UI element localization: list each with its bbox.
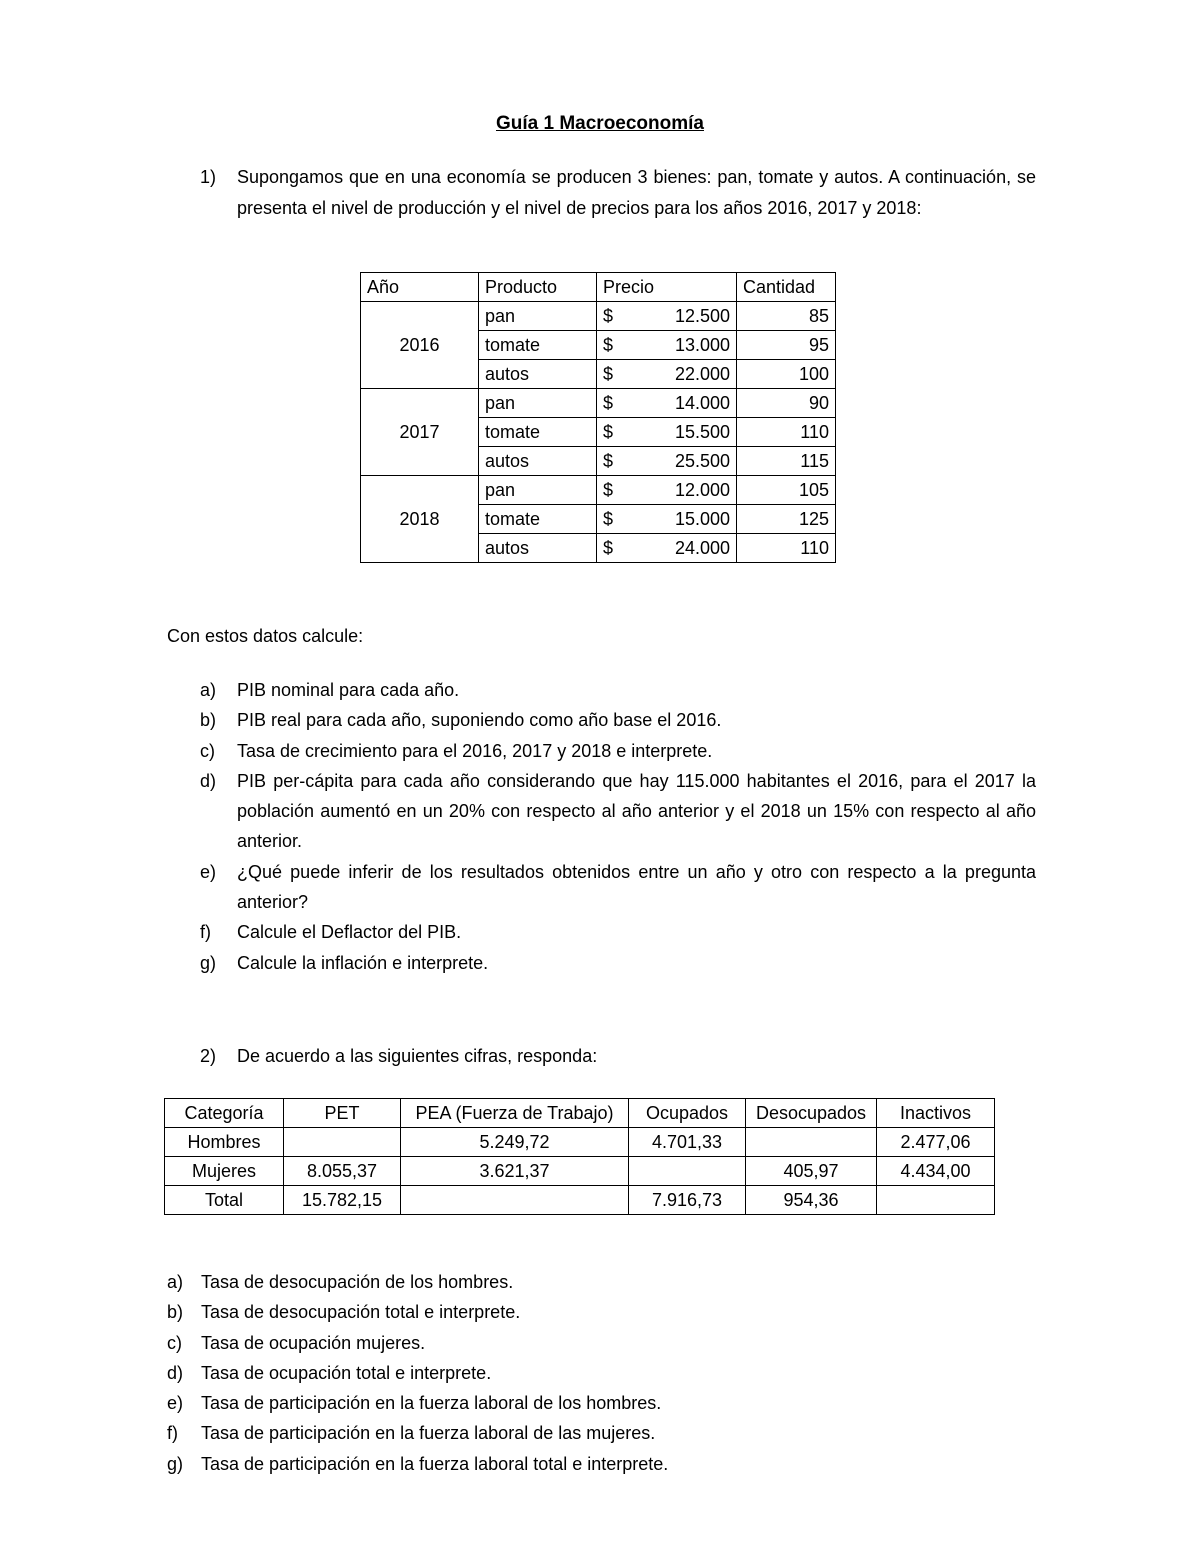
table-row	[165, 1186, 995, 1215]
quantity-cell: 105	[737, 476, 836, 505]
list-item-label: b)	[200, 710, 217, 731]
currency-symbol: $	[603, 392, 614, 413]
currency-symbol: $	[603, 305, 614, 326]
header-category: Categoría	[165, 1099, 284, 1128]
production-price-table	[360, 272, 836, 563]
price-amount: 25.500	[674, 450, 730, 471]
product-cell: tomate	[479, 505, 597, 534]
labor-force-table	[164, 1098, 995, 1215]
list-item	[167, 1297, 1037, 1327]
table-header-row	[361, 273, 836, 302]
quantity-cell: 115	[737, 447, 836, 476]
list-item-text: Calcule el Deflactor del PIB.	[237, 922, 462, 943]
table-row	[361, 389, 836, 418]
product-cell: pan	[479, 302, 597, 331]
table-cell	[401, 1186, 629, 1215]
currency-symbol: $	[603, 479, 614, 500]
list-item	[167, 1267, 1037, 1297]
price-cell	[597, 418, 737, 447]
list-item	[200, 917, 1036, 947]
currency-symbol: $	[603, 421, 614, 442]
list-item-text: Tasa de desocupación de los hombres.	[201, 1272, 514, 1292]
quantity-cell: 90	[737, 389, 836, 418]
table-cell: 15.782,15	[284, 1186, 401, 1215]
header-product: Producto	[479, 273, 597, 302]
question-1-text: Supongamos que en una economía se producen 3 bienes: pan, tomate y autos. A continuación, se presenta el nivel de producción y el nivel de precios para los años 2016, 2017 y 2018:	[237, 167, 1036, 218]
list-item-text: PIB per-cápita para cada año considerando que hay 115.000 habitantes el 2016, para el 2017 la población aumentó en un 20% con respecto al año anterior y el 2018 un 15% con respecto al año anterior.	[237, 770, 1036, 852]
currency-symbol: $	[603, 508, 614, 529]
list-item-label: c)	[200, 740, 215, 761]
question-2	[200, 1046, 597, 1067]
list-item-text: PIB nominal para cada año.	[237, 680, 460, 700]
production-price-table-body	[361, 302, 836, 563]
list-item-text: Tasa de ocupación mujeres.	[201, 1332, 426, 1353]
table-cell	[746, 1128, 877, 1157]
product-cell: autos	[479, 447, 597, 476]
year-cell: 2018	[361, 476, 479, 563]
list-item	[167, 1418, 1037, 1448]
product-cell: autos	[479, 534, 597, 563]
list-item-label: d)	[200, 770, 217, 791]
price-cell	[597, 476, 737, 505]
table-cell	[877, 1186, 995, 1215]
price-cell	[597, 302, 737, 331]
price-amount: 24.000	[674, 537, 730, 558]
table-cell: 5.249,72	[401, 1128, 629, 1157]
question-2-text: De acuerdo a las siguientes cifras, responda:	[237, 1046, 598, 1066]
price-value	[603, 451, 730, 472]
table-row	[165, 1157, 995, 1186]
price-cell	[597, 534, 737, 563]
list-item-text: ¿Qué puede inferir de los resultados obtenidos entre un año y otro con respecto a la pregunta anterior?	[237, 861, 1036, 913]
table-row	[361, 302, 836, 331]
price-value	[603, 509, 730, 530]
question-1-subitems	[200, 675, 1036, 978]
year-cell: 2016	[361, 302, 479, 389]
list-item-text: Tasa de desocupación total e interprete.	[201, 1302, 521, 1323]
list-item-label: g)	[167, 1453, 184, 1474]
price-cell	[597, 360, 737, 389]
header-unemployed: Desocupados	[746, 1099, 877, 1128]
price-cell	[597, 389, 737, 418]
list-item-text: Calcule la inflación e interprete.	[237, 952, 489, 973]
price-amount: 22.000	[674, 363, 730, 384]
header-year: Año	[361, 273, 479, 302]
list-item	[200, 948, 1036, 978]
instructions-lead: Con estos datos calcule:	[167, 626, 364, 646]
price-value	[603, 393, 730, 414]
list-item-label: g)	[200, 952, 217, 973]
list-item	[200, 766, 1036, 857]
currency-symbol: $	[603, 537, 614, 558]
price-amount: 15.000	[674, 508, 730, 529]
price-value	[603, 480, 730, 501]
quantity-cell: 125	[737, 505, 836, 534]
price-cell	[597, 331, 737, 360]
table-header-row	[165, 1099, 995, 1128]
currency-symbol: $	[603, 450, 614, 471]
price-value	[603, 538, 730, 559]
header-price: Precio	[597, 273, 737, 302]
list-item	[167, 1328, 1037, 1358]
header-employed: Ocupados	[629, 1099, 746, 1128]
table-cell	[284, 1128, 401, 1157]
price-value	[603, 422, 730, 443]
list-item	[167, 1388, 1037, 1418]
list-item	[200, 675, 1036, 705]
list-item-text: Tasa de participación en la fuerza laboral de los hombres.	[201, 1393, 662, 1414]
product-cell: tomate	[479, 331, 597, 360]
list-item-text: Tasa de participación en la fuerza laboral total e interprete.	[201, 1453, 669, 1474]
table-cell: 4.701,33	[629, 1128, 746, 1157]
price-amount: 15.500	[674, 421, 730, 442]
list-item-label: e)	[167, 1393, 184, 1414]
list-item	[200, 736, 1036, 766]
list-item-label: f)	[200, 922, 211, 943]
list-item-label: c)	[167, 1332, 182, 1353]
list-item-label: f)	[167, 1423, 178, 1444]
year-cell: 2017	[361, 389, 479, 476]
list-item-label: a)	[200, 680, 217, 700]
price-amount: 13.000	[674, 334, 730, 355]
question-2-subitems	[167, 1267, 1037, 1479]
price-cell	[597, 505, 737, 534]
header-quantity: Cantidad	[737, 273, 836, 302]
table-cell: 8.055,37	[284, 1157, 401, 1186]
question-1-number: 1)	[200, 167, 217, 187]
list-item-label: a)	[167, 1272, 184, 1292]
header-pet: PET	[284, 1099, 401, 1128]
table-row	[165, 1128, 995, 1157]
header-pea: PEA (Fuerza de Trabajo)	[401, 1099, 629, 1128]
list-item-text: Tasa de participación en la fuerza laboral de las mujeres.	[201, 1423, 656, 1444]
table-row	[361, 476, 836, 505]
product-cell: pan	[479, 476, 597, 505]
product-cell: autos	[479, 360, 597, 389]
list-item	[200, 705, 1036, 735]
list-item-label: b)	[167, 1302, 184, 1323]
list-item-label: e)	[200, 861, 217, 882]
table-cell: 7.916,73	[629, 1186, 746, 1215]
table-cell: Mujeres	[165, 1157, 284, 1186]
currency-symbol: $	[603, 334, 614, 355]
currency-symbol: $	[603, 363, 614, 384]
list-item	[167, 1358, 1037, 1388]
table-cell: 3.621,37	[401, 1157, 629, 1186]
list-item-text: Tasa de ocupación total e interprete.	[201, 1362, 492, 1383]
price-amount: 12.500	[674, 305, 730, 326]
price-amount: 14.000	[674, 392, 730, 413]
table-cell	[629, 1157, 746, 1186]
table-cell: Hombres	[165, 1128, 284, 1157]
table-cell: 4.434,00	[877, 1157, 995, 1186]
table-cell: 2.477,06	[877, 1128, 995, 1157]
quantity-cell: 110	[737, 418, 836, 447]
price-cell	[597, 447, 737, 476]
quantity-cell: 95	[737, 331, 836, 360]
price-value	[603, 306, 730, 327]
quantity-cell: 110	[737, 534, 836, 563]
page-title: Guía 1 Macroeconomía	[495, 113, 704, 134]
list-item	[167, 1449, 1037, 1479]
question-2-number: 2)	[200, 1046, 217, 1066]
labor-force-table-body	[165, 1128, 995, 1215]
table-cell: 954,36	[746, 1186, 877, 1215]
price-value	[603, 335, 730, 356]
list-item-text: PIB real para cada año, suponiendo como año base el 2016.	[237, 710, 722, 731]
quantity-cell: 100	[737, 360, 836, 389]
list-item-text: Tasa de crecimiento para el 2016, 2017 y 2018 e interprete.	[237, 740, 713, 761]
question-1	[200, 162, 1036, 224]
product-cell: tomate	[479, 418, 597, 447]
table-cell: 405,97	[746, 1157, 877, 1186]
table-cell: Total	[165, 1186, 284, 1215]
product-cell: pan	[479, 389, 597, 418]
price-value	[603, 364, 730, 385]
quantity-cell: 85	[737, 302, 836, 331]
list-item-label: d)	[167, 1362, 184, 1383]
list-item	[200, 857, 1036, 918]
price-amount: 12.000	[674, 479, 730, 500]
header-inactive: Inactivos	[877, 1099, 995, 1128]
